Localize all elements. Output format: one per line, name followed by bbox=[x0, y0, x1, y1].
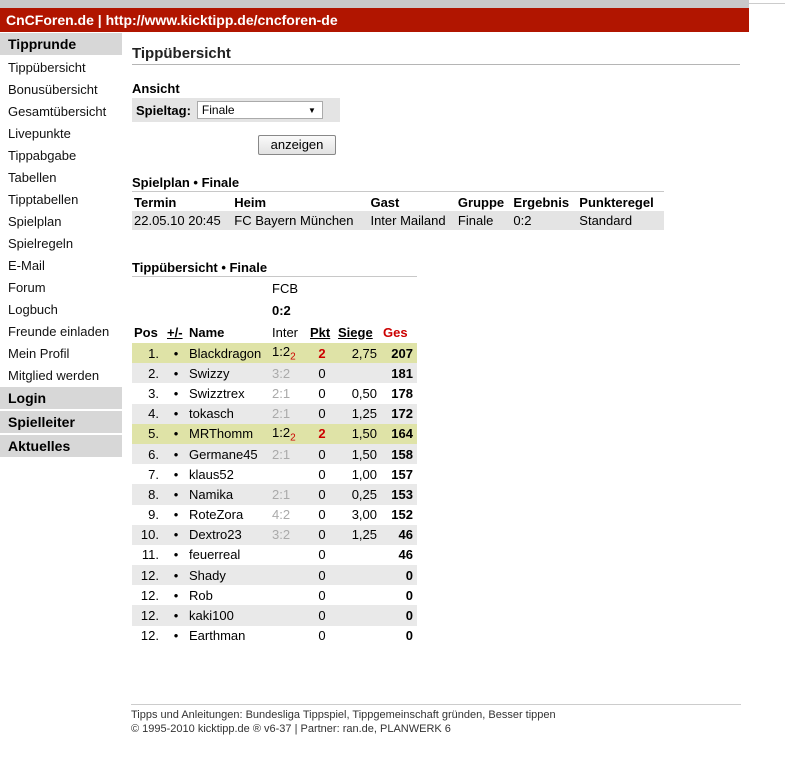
row-tipp bbox=[270, 545, 308, 565]
sidebar-item[interactable]: Tipptabellen bbox=[8, 192, 79, 207]
row-pos: 8. bbox=[148, 486, 159, 502]
table-row bbox=[132, 545, 417, 565]
footer-links: Bundesliga Tippspiel, Tippgemeinschaft gründen, Besser tippen bbox=[245, 709, 556, 721]
row-ges: 207 bbox=[391, 345, 413, 361]
table-row bbox=[132, 626, 417, 646]
row-pkt: 0 bbox=[318, 567, 326, 583]
row-pkt: 0 bbox=[318, 486, 326, 502]
match-result-row bbox=[132, 299, 417, 321]
row-name[interactable]: Dextro23 bbox=[189, 527, 242, 543]
spielplan-header-row bbox=[132, 193, 664, 211]
row-siege: 1,00 bbox=[351, 466, 377, 482]
row-pos: 2. bbox=[148, 365, 159, 381]
sidebar-item[interactable]: Livepunkte bbox=[8, 126, 71, 141]
sidebar-head-spielleiter[interactable]: Spielleiter bbox=[0, 411, 122, 433]
row-siege: 1,50 bbox=[351, 426, 377, 442]
table-row bbox=[132, 343, 417, 363]
row-bullet: • bbox=[173, 406, 179, 422]
row-pos: 1. bbox=[148, 345, 159, 361]
row-pkt: 2 bbox=[318, 345, 326, 361]
spielplan-table bbox=[132, 193, 664, 230]
row-ges: 0 bbox=[405, 567, 413, 583]
row-tipp bbox=[270, 565, 308, 585]
row-siege: 0,50 bbox=[351, 385, 377, 401]
row-tipp-value: 2:1 bbox=[272, 446, 291, 462]
row-pos: 9. bbox=[148, 507, 159, 523]
row-name[interactable]: klaus52 bbox=[189, 466, 234, 482]
row-tipp-value: 3:2 bbox=[272, 365, 291, 381]
row-ges: 0 bbox=[405, 587, 413, 603]
row-name[interactable]: RoteZora bbox=[189, 507, 244, 523]
sidebar-item[interactable]: Tippübersicht bbox=[8, 60, 86, 75]
spielplan-section bbox=[132, 174, 664, 230]
footer-partner-link[interactable]: PLANWERK 6 bbox=[380, 723, 451, 735]
ansicht-panel bbox=[132, 80, 340, 155]
row-bullet: • bbox=[173, 446, 179, 462]
col-siege[interactable]: Siege bbox=[338, 324, 373, 340]
table-row bbox=[132, 444, 417, 464]
chevron-down-icon: ▼ bbox=[307, 105, 316, 115]
row-bullet: • bbox=[173, 426, 179, 442]
row-pos: 7. bbox=[148, 466, 159, 482]
spielplan-col-header: Gast bbox=[370, 194, 400, 210]
sidebar-head-aktuelles[interactable]: Aktuelles bbox=[0, 435, 122, 457]
row-bullet: • bbox=[173, 628, 179, 644]
row-name[interactable]: Swizzy bbox=[189, 365, 230, 381]
match-home-row bbox=[132, 277, 417, 299]
row-tipp bbox=[270, 383, 308, 403]
row-pkt: 0 bbox=[318, 406, 326, 422]
footer bbox=[131, 704, 741, 736]
row-tipp bbox=[270, 605, 308, 625]
tipp-table bbox=[132, 277, 417, 646]
row-ges: 152 bbox=[391, 507, 413, 523]
table-row bbox=[132, 424, 417, 444]
site-header[interactable] bbox=[0, 8, 749, 32]
row-ges: 178 bbox=[391, 385, 413, 401]
row-bullet: • bbox=[173, 567, 179, 583]
row-name[interactable]: Blackdragon bbox=[189, 345, 262, 361]
footer-prefix: Tipps und Anleitungen: bbox=[131, 709, 246, 721]
site-title[interactable]: CnCForen.de | http://www.kicktipp.de/cncforen-de bbox=[6, 12, 338, 28]
row-tipp bbox=[270, 484, 308, 504]
row-name[interactable]: kaki100 bbox=[189, 608, 234, 624]
row-pos: 12. bbox=[140, 567, 159, 583]
row-siege bbox=[336, 605, 381, 625]
row-name[interactable]: Germane45 bbox=[189, 446, 258, 462]
row-name[interactable]: Swizztrex bbox=[189, 385, 245, 401]
row-bullet: • bbox=[173, 486, 179, 502]
spielplan-cell[interactable]: Inter Mailand bbox=[370, 213, 446, 228]
row-name[interactable]: MRThomm bbox=[189, 426, 254, 442]
row-ges: 0 bbox=[405, 608, 413, 624]
row-siege bbox=[336, 585, 381, 605]
row-pos: 4. bbox=[148, 406, 159, 422]
col-diff[interactable]: +/- bbox=[167, 324, 183, 340]
row-tipp-value: 2:1 bbox=[272, 486, 291, 502]
table-row bbox=[132, 363, 417, 383]
row-pos: 5. bbox=[148, 426, 159, 442]
top-border-right bbox=[749, 3, 785, 4]
table-row bbox=[132, 464, 417, 484]
spielplan-cell[interactable]: 22.05.10 20:45 bbox=[134, 213, 221, 228]
sidebar-items bbox=[0, 57, 122, 387]
table-row bbox=[132, 484, 417, 504]
row-pos: 11. bbox=[141, 547, 159, 563]
spielplan-col-header: Gruppe bbox=[457, 194, 505, 210]
row-name[interactable]: Shady bbox=[189, 567, 226, 583]
row-siege: 2,75 bbox=[351, 345, 377, 361]
sidebar-item[interactable]: Logbuch bbox=[8, 302, 58, 317]
footer-partner-link[interactable]: ran.de bbox=[342, 723, 374, 735]
row-tipp-points: 2 bbox=[290, 351, 296, 363]
match-away[interactable]: Inter bbox=[272, 324, 299, 340]
sidebar-item[interactable]: Mitglied werden bbox=[8, 368, 100, 383]
spielplan-cell: Finale bbox=[457, 213, 494, 228]
spielplan-title: Spielplan • Finale bbox=[132, 174, 664, 192]
row-siege: 1,25 bbox=[351, 527, 377, 543]
match-result: 0:2 bbox=[272, 302, 291, 318]
row-tipp bbox=[270, 363, 308, 383]
tipp-section bbox=[132, 259, 417, 646]
match-home[interactable]: FCB bbox=[272, 280, 298, 296]
row-pos: 12. bbox=[140, 587, 159, 603]
row-pkt: 0 bbox=[318, 466, 326, 482]
row-tipp-value: 1:2 bbox=[272, 343, 291, 359]
footer-line1 bbox=[131, 708, 741, 722]
sidebar bbox=[0, 33, 122, 459]
col-pkt[interactable]: Pkt bbox=[310, 324, 331, 340]
row-bullet: • bbox=[173, 507, 179, 523]
spieltag-select[interactable] bbox=[197, 101, 323, 119]
table-row bbox=[132, 525, 417, 545]
row-tipp-value: 4:2 bbox=[272, 507, 291, 523]
row-siege: 1,50 bbox=[351, 446, 377, 462]
row-siege bbox=[336, 363, 381, 383]
row-tipp-value: 2:1 bbox=[272, 406, 291, 422]
page-title: Tippübersicht bbox=[132, 44, 740, 65]
row-name[interactable]: feuerreal bbox=[189, 547, 241, 563]
spielplan-cell: 0:2 bbox=[513, 213, 532, 228]
row-pos: 6. bbox=[148, 446, 159, 462]
row-bullet: • bbox=[173, 587, 179, 603]
table-row bbox=[132, 404, 417, 424]
top-border bbox=[0, 0, 749, 8]
sidebar-item[interactable]: Tabellen bbox=[8, 170, 57, 185]
row-name[interactable]: tokasch bbox=[189, 406, 234, 422]
row-pkt: 0 bbox=[318, 628, 326, 644]
row-tipp bbox=[270, 505, 308, 525]
sidebar-item[interactable]: Spielregeln bbox=[8, 236, 74, 251]
spielplan-cell[interactable]: FC Bayern München bbox=[234, 213, 354, 228]
row-bullet: • bbox=[173, 345, 179, 361]
spielplan-col-header: Heim bbox=[234, 194, 267, 210]
footer-partners: ran.de, PLANWERK 6 bbox=[342, 723, 451, 735]
table-row bbox=[132, 505, 417, 525]
row-tipp bbox=[270, 525, 308, 545]
row-pos: 12. bbox=[140, 628, 159, 644]
tipp-body bbox=[132, 343, 417, 646]
row-pkt: 0 bbox=[318, 608, 326, 624]
row-siege bbox=[336, 545, 381, 565]
row-pkt: 2 bbox=[318, 426, 326, 442]
spieltag-label: Spieltag: bbox=[136, 102, 191, 118]
table-row bbox=[132, 565, 417, 585]
table-row bbox=[132, 585, 417, 605]
row-pkt: 0 bbox=[318, 446, 326, 462]
row-pkt: 0 bbox=[318, 547, 326, 563]
sidebar-item[interactable]: Freunde einladen bbox=[8, 324, 110, 339]
row-pos: 3. bbox=[148, 385, 159, 401]
row-tipp-points: 2 bbox=[290, 432, 296, 444]
row-bullet: • bbox=[173, 466, 179, 482]
col-name: Name bbox=[189, 324, 225, 340]
row-tipp bbox=[270, 464, 308, 484]
footer-link[interactable]: Bundesliga Tippspiel bbox=[245, 709, 347, 721]
row-siege bbox=[336, 565, 381, 585]
tipp-header-row bbox=[132, 321, 417, 343]
row-ges: 172 bbox=[391, 406, 413, 422]
row-name[interactable]: Rob bbox=[189, 587, 213, 603]
row-siege: 0,25 bbox=[351, 486, 377, 502]
sidebar-item[interactable]: E-Mail bbox=[8, 258, 45, 273]
tipp-title: Tippübersicht • Finale bbox=[132, 259, 417, 277]
sidebar-item[interactable]: Bonusübersicht bbox=[8, 82, 98, 97]
spielplan-col-header: Termin bbox=[134, 194, 177, 210]
row-ges: 181 bbox=[391, 365, 413, 381]
row-pkt: 0 bbox=[318, 507, 326, 523]
table-row bbox=[132, 605, 417, 625]
row-tipp bbox=[270, 424, 308, 444]
sidebar-item[interactable]: Tippabgabe bbox=[8, 148, 77, 163]
row-tipp-value: 3:2 bbox=[272, 527, 291, 543]
row-ges: 157 bbox=[391, 466, 413, 482]
row-pos: 12. bbox=[140, 608, 159, 624]
sidebar-head-tipprunde[interactable]: Tipprunde bbox=[0, 33, 122, 55]
footer-line2 bbox=[131, 722, 741, 736]
row-pkt: 0 bbox=[318, 527, 326, 543]
row-ges: 0 bbox=[405, 628, 413, 644]
row-pkt: 0 bbox=[318, 385, 326, 401]
spielplan-col-header: Punkteregel bbox=[579, 194, 654, 210]
row-bullet: • bbox=[173, 365, 179, 381]
ansicht-title: Ansicht bbox=[132, 81, 180, 96]
row-tipp bbox=[270, 444, 308, 464]
col-ges[interactable]: Ges bbox=[383, 324, 408, 340]
row-pkt: 0 bbox=[318, 365, 326, 381]
sidebar-item[interactable]: Spielplan bbox=[8, 214, 62, 229]
row-bullet: • bbox=[173, 527, 179, 543]
sidebar-item[interactable]: Mein Profil bbox=[8, 346, 70, 361]
row-ges: 158 bbox=[391, 446, 413, 462]
row-ges: 164 bbox=[391, 426, 413, 442]
row-tipp bbox=[270, 585, 308, 605]
main-content bbox=[132, 33, 740, 646]
row-siege bbox=[336, 626, 381, 646]
row-bullet: • bbox=[173, 608, 179, 624]
row-siege: 3,00 bbox=[351, 507, 377, 523]
row-name[interactable]: Earthman bbox=[189, 628, 246, 644]
spieltag-row bbox=[132, 98, 340, 122]
row-tipp bbox=[270, 626, 308, 646]
row-tipp-value: 2:1 bbox=[272, 385, 291, 401]
row-name[interactable]: Namika bbox=[189, 486, 234, 502]
sidebar-item[interactable]: Forum bbox=[8, 280, 46, 295]
row-siege: 1,25 bbox=[351, 406, 377, 422]
table-row bbox=[132, 383, 417, 403]
row-tipp bbox=[270, 404, 308, 424]
spielplan-cell: Standard bbox=[579, 213, 633, 228]
row-pos: 10. bbox=[140, 527, 159, 543]
row-tipp bbox=[270, 343, 308, 363]
row-tipp-value: 1:2 bbox=[272, 424, 291, 440]
spielplan-col-header: Ergebnis bbox=[513, 194, 570, 210]
row-bullet: • bbox=[173, 385, 179, 401]
row-ges: 46 bbox=[398, 547, 413, 563]
footer-copyright: © 1995-2010 kicktipp.de ® v6-37 | Partner: bbox=[131, 723, 343, 735]
spielplan-row bbox=[132, 211, 664, 230]
anzeigen-button[interactable]: anzeigen bbox=[258, 135, 336, 155]
footer-link[interactable]: Besser tippen bbox=[488, 709, 556, 721]
row-ges: 153 bbox=[391, 486, 413, 502]
row-pkt: 0 bbox=[318, 587, 326, 603]
sidebar-head-login[interactable]: Login bbox=[0, 387, 122, 409]
row-ges: 46 bbox=[398, 527, 413, 543]
col-pos: Pos bbox=[134, 324, 158, 340]
row-bullet: • bbox=[173, 547, 179, 563]
sidebar-item[interactable]: Gesamtübersicht bbox=[8, 104, 107, 119]
footer-link[interactable]: Tippgemeinschaft gründen bbox=[352, 709, 483, 721]
spieltag-select-value: Finale bbox=[201, 103, 235, 117]
